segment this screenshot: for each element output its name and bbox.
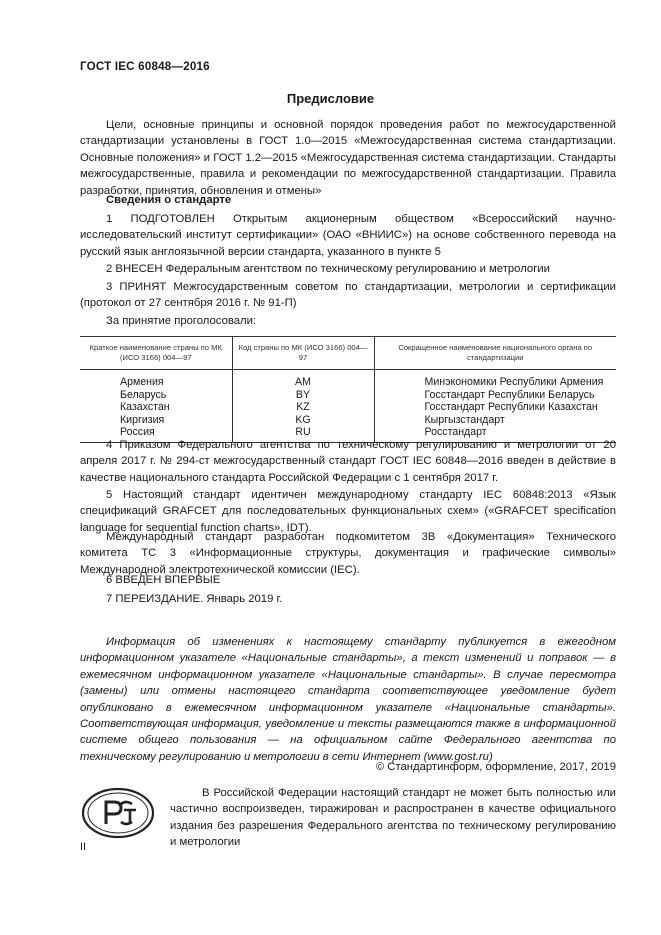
- table-row: [80, 414, 616, 427]
- code-cell: AM: [232, 370, 374, 389]
- country-cell: Беларусь: [120, 388, 167, 401]
- organization-cell: Госстандарт Республики Казахстан: [374, 401, 616, 414]
- organization-cell: Госстандарт Республики Беларусь: [374, 389, 616, 402]
- document-code: ГОСТ IEC 60848—2016: [80, 60, 210, 73]
- item-5: 5 Настоящий стандарт идентичен международному стандарту IEC 60848:2013 «Язык спецификаций GRAFCET для последовательных функциональных схем» («GRAFCET specification language for sequential function charts», IDT).: [80, 489, 616, 534]
- code-cell: KZ: [232, 401, 374, 414]
- table-header-code: Код страны по МК (ИСО 3166) 004—97: [232, 337, 374, 370]
- page-title: Предисловие: [286, 91, 375, 106]
- organization-cell: Минэкономики Республики Армения: [374, 370, 616, 389]
- reproduction-notice: В Российской Федерации настоящий стандарт не может быть полностью или частично воспроизведен, тиражирован и распространен в качестве официального издания без разрешения Федерального агентства по техническому регулированию и метрологии: [170, 787, 616, 849]
- table-header-country: Краткое наименование страны по МК (ИСО 3166) 004—97: [80, 337, 232, 370]
- item-3: 3 ПРИНЯТ Межгосударственным советом по стандартизации, метрологии и сертификации (протокол от 27 сентября 2016 г. № 91-П): [80, 281, 616, 310]
- code-cell: KG: [232, 414, 374, 427]
- section-heading: Сведения о стандарте: [106, 194, 232, 206]
- copyright-line: © Стандартинформ, оформление, 2017, 2019: [375, 761, 616, 773]
- code-cell: BY: [232, 389, 374, 402]
- item-6: 6 ВВЕДЕН ВПЕРВЫЕ: [106, 574, 221, 586]
- voting-table: [80, 336, 616, 443]
- table-header-organization: Сокращенное наименование национального органа по стандартизации: [374, 337, 616, 370]
- table-row: [80, 401, 616, 414]
- item-7: 7 ПЕРЕИЗДАНИЕ. Январь 2019 г.: [106, 593, 283, 605]
- table-row: [80, 389, 616, 402]
- rst-certification-mark-icon: [80, 786, 156, 840]
- organization-cell: Кыргызстандарт: [374, 414, 616, 427]
- organization-cell: Росстандарт: [374, 426, 616, 442]
- changes-notice: Информация об изменениях к настоящему стандарту публикуется в ежегодном информационном указателе «Национальные стандарты», а текст изменений и поправок — в ежемесячном информационном указателе «Национальные стандарты». В случае пересмотра (замены) или отмены настоящего стандарта соответствующее уведомление будет опубликовано в ежемесячном информационном указателе «Национальные стандарты». Соответствующая информация, уведомление и тексты размещаются также в информационной системе общего пользования — на официальном сайте Федерального агентства по техническому регулированию и метрологии в сети Интернет (www.gost.ru): [80, 636, 616, 763]
- country-cell: Россия: [80, 426, 232, 442]
- country-cell: Армения: [120, 376, 164, 388]
- item-5-note: Международный стандарт разработан подкомитетом 3В «Документация» Технического комитета ТС 3 «Информационные структуры, документация и графические символы» Международной электротехнической комиссии (IEC).: [80, 531, 616, 576]
- table-row: [80, 370, 616, 389]
- item-2: 2 ВНЕСЕН Федеральным агентством по техническому регулированию и метрологии: [106, 263, 550, 275]
- country-cell: Казахстан: [120, 401, 170, 414]
- vote-label: За принятие проголосовали:: [106, 315, 257, 327]
- page-number: II: [80, 841, 87, 853]
- code-cell: RU: [232, 426, 374, 442]
- country-cell: Киргизия: [120, 413, 165, 426]
- item-1: 1 ПОДГОТОВЛЕН Открытым акционерным обществом «Всероссийский научно-исследовательский институт сертификации» (ОАО «ВНИИС») на основе собственного перевода на русский язык англоязычной версии стандарта, указанного в пункте 5: [80, 213, 616, 258]
- item-4: 4 Приказом Федерального агентства по техническому регулированию и метрологии от 20 апреля 2017 г. № 294-ст межгосударственный стандарт ГОСТ IEC 60848—2016 введен в действие в качестве национального стандарта Российской Федерации с 1 сентября 2017 г.: [80, 439, 616, 484]
- intro-paragraph: Цели, основные принципы и основной порядок проведения работ по межгосударственной стандартизации установлены в ГОСТ 1.0—2015 «Межгосударственная система стандартизации. Основные положения» и ГОСТ 1.2—2015 «Межгосударственная система стандартизации. Стандарты межгосударственные, правила и рекомендации по межгосударственной стандартизации. Правила разработки, принятия, обновления и отмены»: [80, 119, 616, 197]
